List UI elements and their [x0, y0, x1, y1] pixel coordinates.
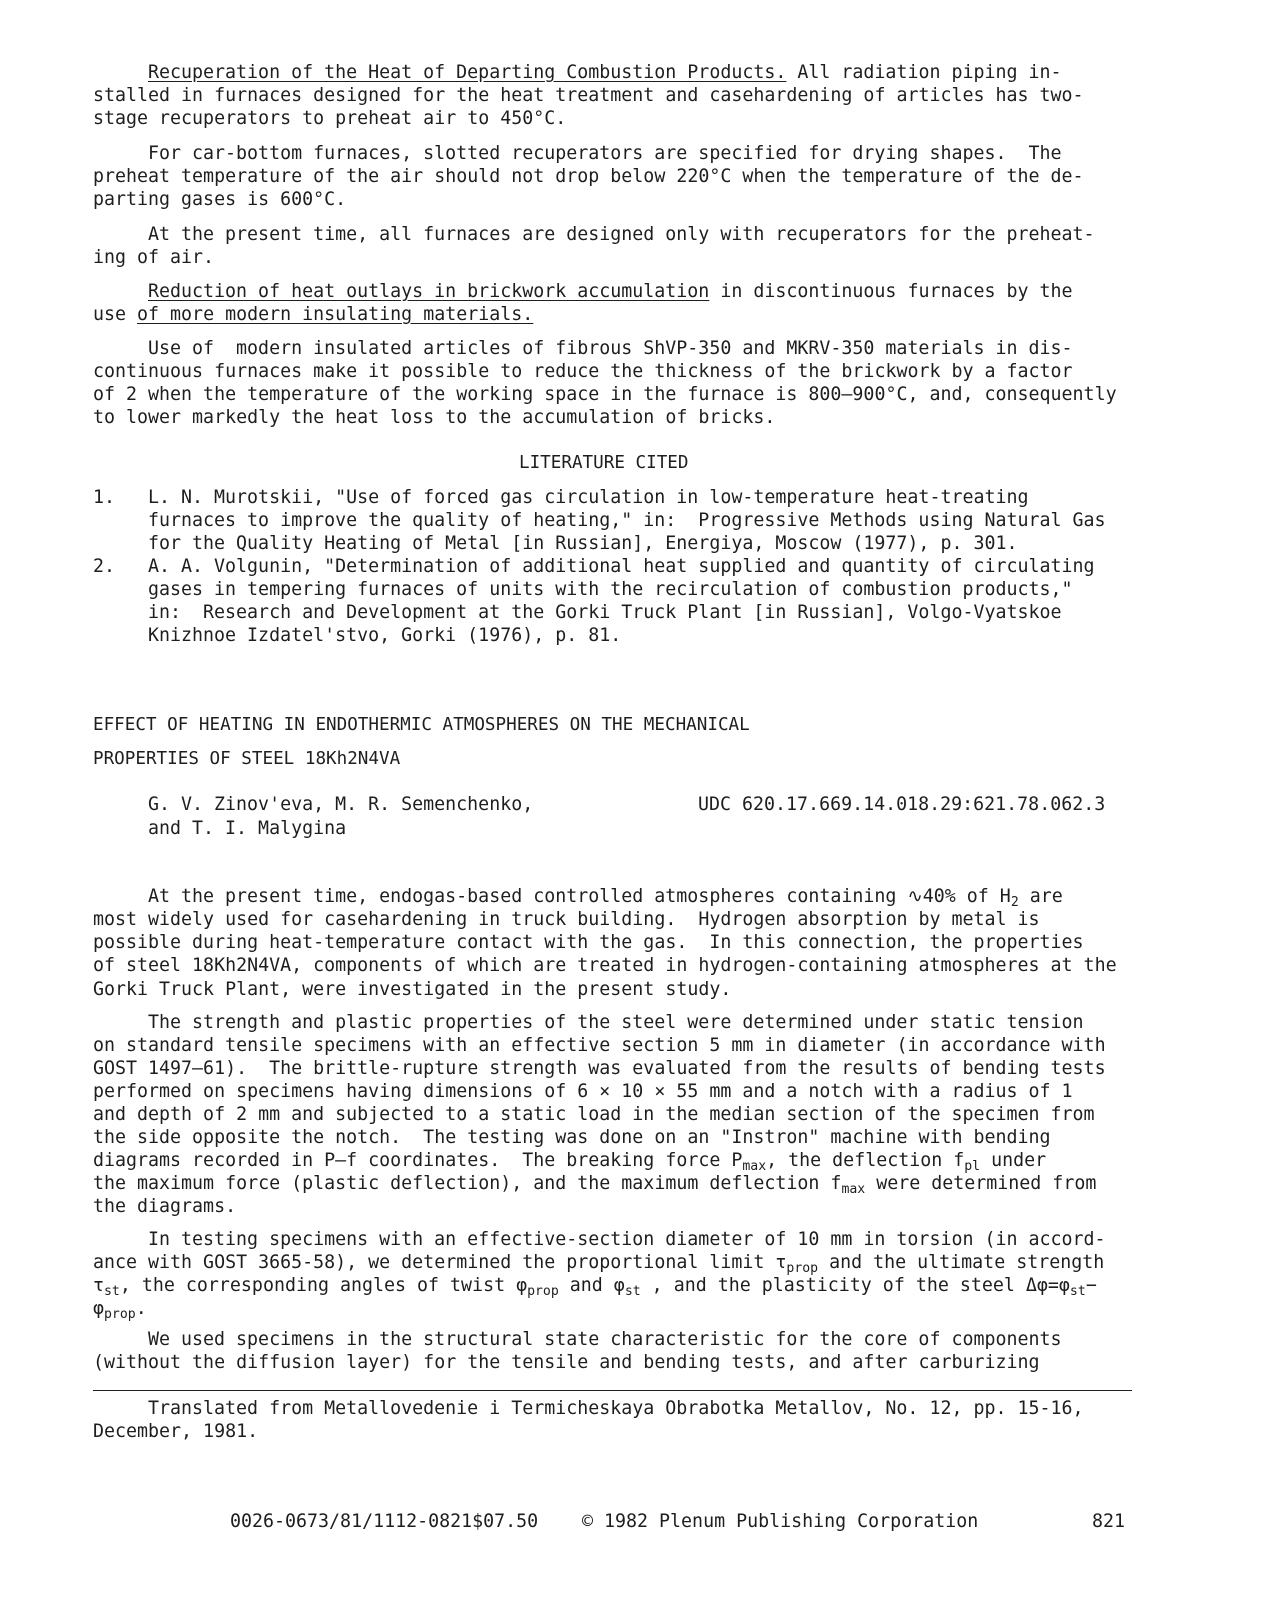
section-heading-recuperation: Recuperation of the Heat of Departing Combustion Products.	[148, 62, 787, 83]
paragraph-line: stalled in furnaces designed for the heat treatment and casehardening of articles has two-	[93, 85, 1084, 106]
footer-copyright: © 1982 Plenum Publishing Corporation	[582, 1511, 979, 1532]
paragraph-line: Gorki Truck Plant, were investigated in the present study.	[93, 979, 732, 1000]
footer-code: 0026-0673/81/1112-0821$07.50	[230, 1511, 539, 1532]
reference-number: 1.	[93, 487, 116, 508]
paragraph-line: $\tau_{st}$, the corresponding angles of twist $\varphi_{prop}$ and $\varphi_{st}$ , and the plasticity of the steel $\Delta\varphi=\varphi_{st}-$	[93, 1275, 1097, 1299]
paragraph-line: The strength and plastic properties of the steel were determined under static tension	[148, 1012, 1084, 1033]
paragraph-line: most widely used for casehardening in truck building. Hydrogen absorption by metal is	[93, 909, 1040, 930]
paragraph-line: of 2 when the temperature of the working space in the furnace is 800–900°C, and, consequently	[93, 384, 1117, 405]
paragraph-line: the diagrams.	[93, 1196, 237, 1217]
paragraph-line: ing of air.	[93, 247, 215, 268]
paragraph-line: GOST 1497–61). The brittle-rupture strength was evaluated from the results of bending tests	[93, 1058, 1106, 1079]
paragraph-line: use of more modern insulating materials.	[93, 304, 534, 325]
paragraph-line: possible during heat-temperature contact with the gas. In this connection, the properties	[93, 932, 1084, 953]
udc-code: UDC 620.17.669.14.018.29:621.78.062.3	[698, 794, 1106, 815]
paragraph-line: stage recuperators to preheat air to 450°C.	[93, 108, 567, 129]
reference-line: furnaces to improve the quality of heating," in: Progressive Methods using Natural Gas	[148, 510, 1106, 531]
footnote-line: Translated from Metallovedenie i Termicheskaya Obrabotka Metallov, No. 12, pp. 15-16,	[148, 1398, 1084, 1419]
paragraph-line: Reduction of heat outlays in brickwork accumulation in discontinuous furnaces by the	[148, 281, 1073, 302]
paragraph-line: diagrams recorded in P–f coordinates. The breaking force $P_{max}$, the deflection $f_{pl}$ under	[93, 1150, 1047, 1174]
article-title-line: EFFECT OF HEATING IN ENDOTHERMIC ATMOSPHERES ON THE MECHANICAL	[93, 715, 750, 735]
page-number: 821	[1092, 1511, 1126, 1532]
footnote-divider	[93, 1390, 1132, 1391]
paragraph-line: to lower markedly the heat loss to the accumulation of bricks.	[93, 407, 776, 428]
literature-title: LITERATURE CITED	[519, 453, 689, 473]
paragraph-line: parting gases is 600°C.	[93, 189, 347, 210]
paragraph-line: For car-bottom furnaces, slotted recuperators are specified for drying shapes. The	[148, 143, 1062, 164]
paragraph-line: the side opposite the notch. The testing was done on an "Instron" machine with bending	[93, 1127, 1051, 1148]
paragraph-line: continuous furnaces make it possible to reduce the thickness of the brickwork by a factor	[93, 361, 1073, 382]
paragraph-line: on standard tensile specimens with an effective section 5 mm in diameter (in accordance with	[93, 1035, 1106, 1056]
paragraph-line: (without the diffusion layer) for the tensile and bending tests, and after carburizing	[93, 1352, 1040, 1373]
reference-number: 2.	[93, 556, 116, 577]
paragraph-line: At the present time, endogas-based controlled atmospheres containing ∿40% of $H_2$ are	[148, 886, 1063, 910]
authors-line: and T. I. Malygina	[148, 818, 347, 839]
reference-line: for the Quality Heating of Metal [in Russian], Energiya, Moscow (1977), p. 301.	[148, 533, 1018, 554]
paragraph-line: We used specimens in the structural state characteristic for the core of components	[148, 1329, 1062, 1350]
footnote-line: December, 1981.	[93, 1421, 259, 1442]
paragraph-line: $\varphi_{prop}$.	[93, 1298, 147, 1322]
paragraph-line: Recuperation of the Heat of Departing Combustion Products. All radiation piping in-	[148, 62, 1062, 83]
reference-line: Knizhnoe Izdatel'stvo, Gorki (1976), p. 81.	[148, 625, 622, 646]
reference-line: in: Research and Development at the Gorki Truck Plant [in Russian], Volgo-Vyatskoe	[148, 602, 1062, 623]
paragraph-line: In testing specimens with an effective-section diameter of 10 mm in torsion (in accord-	[148, 1229, 1106, 1250]
paragraph-line: of steel 18Kh2N4VA, components of which are treated in hydrogen-containing atmospheres at the	[93, 955, 1117, 976]
reference-line: gases in tempering furnaces of units with the recirculation of combustion products,"	[148, 579, 1073, 600]
paragraph-line: At the present time, all furnaces are designed only with recuperators for the preheat-	[148, 224, 1095, 245]
paragraph-line: Use of modern insulated articles of fibrous ShVP-350 and MKRV-350 materials in dis-	[148, 338, 1073, 359]
section-heading-reduction: Reduction of heat outlays in brickwork accumulation	[148, 281, 710, 302]
paragraph-line: ance with GOST 3665-58), we determined the proportional limit $\tau_{prop}$ and the ultimate strength	[93, 1252, 1105, 1276]
authors-line: G. V. Zinov'eva, M. R. Semenchenko,	[148, 794, 534, 815]
article-title-line: PROPERTIES OF STEEL 18Kh2N4VA	[93, 749, 401, 769]
paragraph-line: the maximum force (plastic deflection), and the maximum deflection $f_{max}$ were determined from	[93, 1173, 1097, 1197]
reference-line: L. N. Murotskii, "Use of forced gas circulation in low-temperature heat-treating	[148, 487, 1029, 508]
paragraph-line: preheat temperature of the air should not drop below 220°C when the temperature of the de-	[93, 166, 1084, 187]
reference-line: A. A. Volgunin, "Determination of additional heat supplied and quantity of circulating	[148, 556, 1095, 577]
paragraph-line: and depth of 2 mm and subjected to a static load in the median section of the specimen from	[93, 1104, 1095, 1125]
paragraph-line: performed on specimens having dimensions of 6 × 10 × 55 mm and a notch with a radius of 1	[93, 1081, 1073, 1102]
